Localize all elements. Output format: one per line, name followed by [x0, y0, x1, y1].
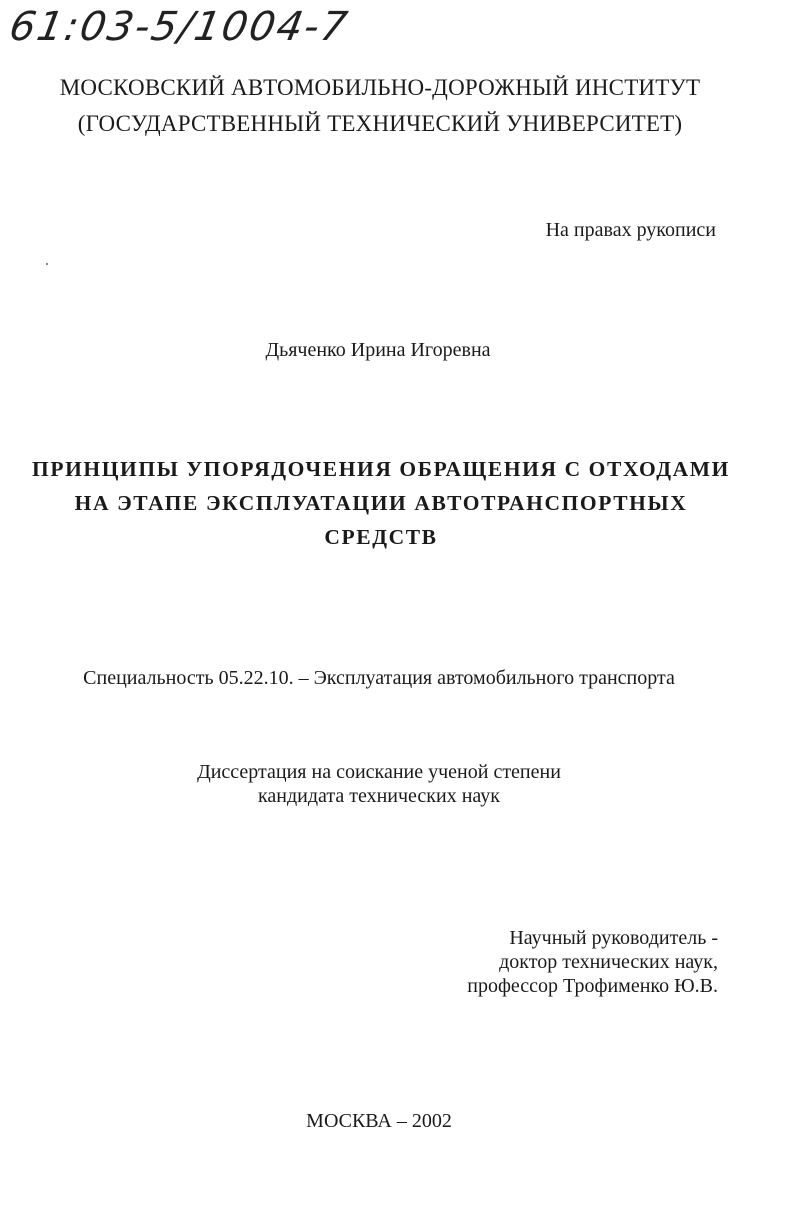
supervisor-line-1: Научный руководитель - [509, 927, 718, 949]
degree-line-1: Диссертация на соискание ученой степени [197, 761, 561, 783]
title-line-1: ПРИНЦИПЫ УПОРЯДОЧЕНИЯ ОБРАЩЕНИЯ С ОТХОДАМИ [32, 457, 730, 481]
supervisor-block [467, 926, 718, 998]
title-line-3: СРЕДСТВ [324, 525, 438, 549]
supervisor-line-3: профессор Трофименко Ю.В. [467, 975, 718, 997]
author-name: Дьяченко Ирина Игоревна [265, 339, 491, 361]
supervisor-line-2: доктор технических наук, [499, 951, 718, 973]
city-year: МОСКВА – 2002 [306, 1110, 452, 1132]
title-line-2: НА ЭТАПЕ ЭКСПЛУАТАЦИИ АВТОТРАНСПОРТНЫХ [74, 491, 688, 515]
dissertation-title [0, 452, 762, 554]
degree-statement [0, 760, 758, 808]
manuscript-note: На правах рукописи [545, 219, 716, 241]
speciality-line: Специальность 05.22.10. – Эксплуатация автомобильного транспорта [83, 667, 675, 689]
institute-subtitle: (ГОСУДАРСТВЕННЫЙ ТЕХНИЧЕСКИЙ УНИВЕРСИТЕТ) [77, 111, 683, 136]
handwritten-catalog-code: 61:03-5/1004-7 [5, 4, 353, 50]
degree-line-2: кандидата технических наук [257, 785, 501, 807]
institute-name: МОСКОВСКИЙ АВТОМОБИЛЬНО-ДОРОЖНЫЙ ИНСТИТУТ [59, 75, 701, 100]
scan-speck [46, 263, 48, 265]
